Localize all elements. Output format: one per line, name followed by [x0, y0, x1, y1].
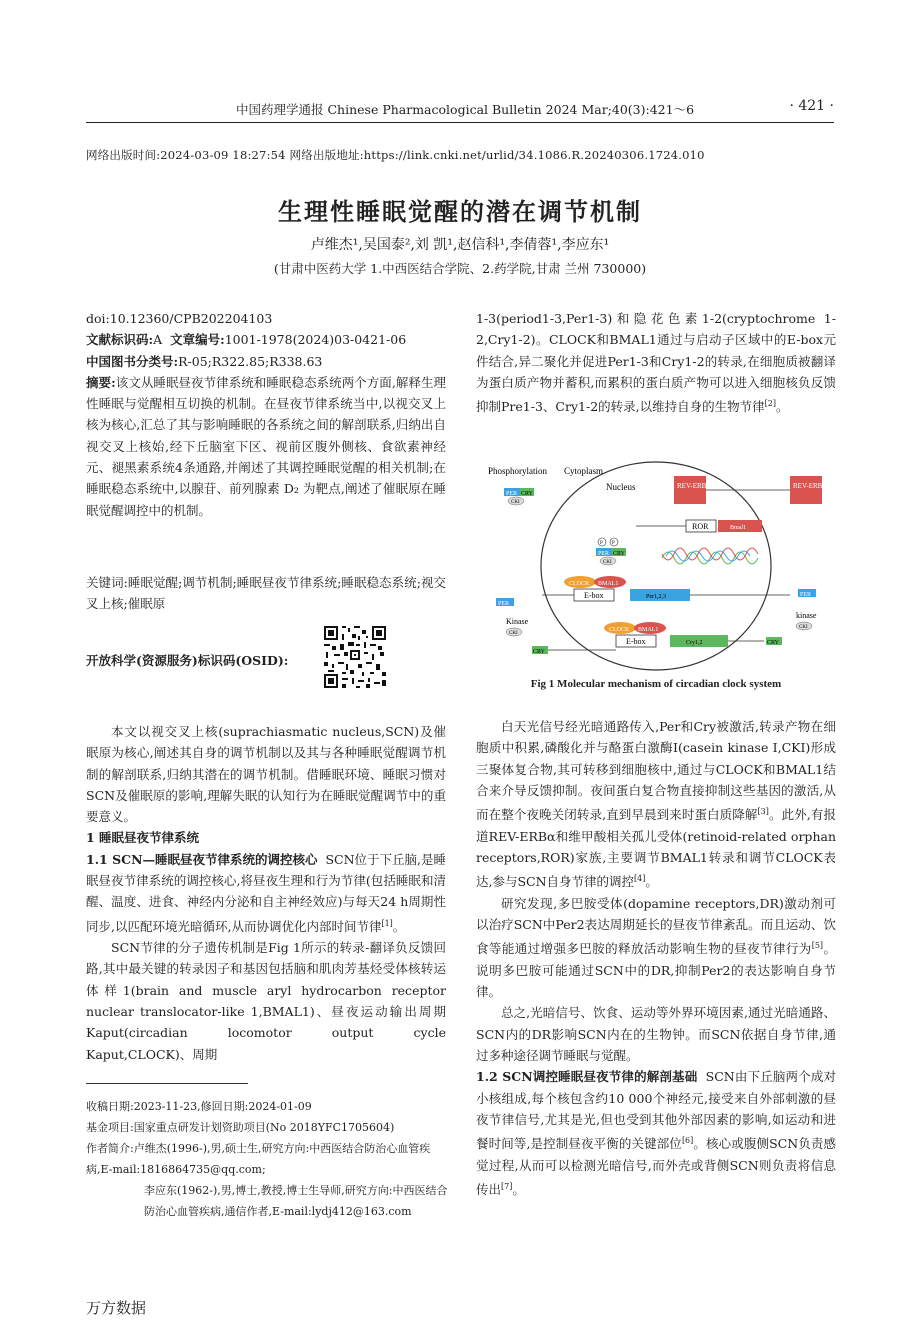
author-bio-1: 作者简介:卢维杰(1996-),男,硕士生,研究方向:中西医结合防治心血管疾病,E-mail:1816864735@qq.com;	[86, 1142, 431, 1176]
doi: doi:10.12360/CPB202204103	[86, 311, 273, 326]
svg-text:CKI: CKI	[603, 560, 612, 565]
svg-text:Per1,2,3: Per1,2,3	[646, 594, 666, 600]
header-rule	[86, 122, 834, 123]
osid-label: 开放科学(资源服务)标识码(OSID):	[86, 653, 289, 668]
affiliation: (甘肃中医药大学 1.中西医结合学院、2.药学院,甘肃 兰州 730000)	[273, 261, 647, 276]
journal-citation: 中国药理学通报 Chinese Pharmacological Bulletin 2024 Mar;40(3):421～6	[236, 102, 695, 117]
svg-text:E-box: E-box	[626, 637, 646, 646]
right-body-top	[476, 308, 836, 418]
received-date: 收稿日期:2023-11-23,修回日期:2024-01-09	[86, 1100, 312, 1113]
svg-text:REV-ERBα: REV-ERBα	[677, 482, 710, 490]
online-publication-info: 网络出版时间:2024-03-09 18:27:54 网络出版地址:https://link.cnki.net/urlid/34.1086.R.20240306.1724.010	[86, 148, 705, 162]
paragraph-summary: 总之,光暗信号、饮食、运动等外界环境因素,通过光暗通路、SCN内的DR影响SCN内在的生物钟。而SCN依据自身节律,通过多种途径调节睡眠与觉醒。	[476, 1005, 836, 1063]
svg-text:CKI: CKI	[799, 625, 808, 630]
svg-text:PER: PER	[598, 551, 610, 557]
abstract: 摘要:该文从睡眠昼夜节律系统和睡眠稳态系统两个方面,解释生理性睡眠与觉醒相互切换的机制。在昼夜节律系统当中,以视交叉上核为核心,汇总了其与影响睡眠的各系统之间的解剖联系,归纳出自视交叉上核始,经下丘脑室下区、视前区腹外侧核、食欲素神经元、褪黑素系统4条通路,并阐述了其调控睡眠觉醒的相关机制;在睡眠稳态系统中,以腺苷、前列腺素 D₂ 为靶点,阐述了催眠原在睡眠觉醒调控中的机制。	[86, 374, 446, 518]
watermark: 万方数据	[86, 1299, 147, 1317]
circadian-clock-figure	[486, 458, 830, 672]
footnote-rule	[86, 1083, 248, 1084]
rev-erb-cytoplasm	[790, 476, 822, 504]
svg-text:CRY: CRY	[767, 640, 780, 646]
doc-code-line: 文献标识码:A 文章编号:1001-1978(2024)03-0421-06	[86, 332, 407, 348]
article-metadata	[86, 308, 446, 521]
svg-text:CKI: CKI	[509, 631, 518, 636]
keywords: 关键词:睡眠觉醒;调节机制;睡眠昼夜节律系统;睡眠稳态系统;视交叉上核;催眠原	[86, 575, 446, 612]
page-number: · 421 ·	[789, 98, 834, 114]
left-body	[86, 721, 446, 1065]
svg-text:PER: PER	[506, 491, 518, 497]
clc-line: 中国图书分类号:R-05;R322.85;R338.63	[86, 353, 323, 369]
svg-text:CRY: CRY	[613, 551, 626, 557]
svg-text:Bmal1: Bmal1	[730, 525, 746, 531]
subsection-1-2: 1.2 SCN调控睡眠昼夜节律的解剖基础 SCN由下丘脑两个成对小核组成,每个核包含约10 000个神经元,接受来自外部刺激的昼夜节律信号,尤其是光,但也受到其他外部因素的影响,如运动和进餐时间等,是控制昼夜平衡的关键部位[6]。核心或腹侧SCN负责感觉过程,从而可以检测光暗信号,而外壳或背侧SCN则负责将信息传出[7]。	[476, 1069, 836, 1198]
subsection-1-1: 1.1 SCN—睡眠昼夜节律系统的调控核心 SCN位于下丘脑,是睡眠昼夜节律系统的调控核心,将昼夜生理和行为节律(包括睡眠和清醒、温度、进食、神经内分泌和自主神经效应)与每天24 h周期性同步,以匹配环境光暗循环,从而协调优化内部时间节律[1]。	[86, 851, 447, 934]
right-body	[476, 716, 836, 1200]
svg-text:P: P	[612, 541, 615, 546]
svg-text:CLOCK: CLOCK	[609, 627, 630, 633]
svg-text:E-box: E-box	[584, 591, 604, 600]
footnotes	[86, 1096, 448, 1222]
author-bio-2: 李应东(1962-),男,博士,教授,博士生导师,研究方向:中西医结合防治心血管疾病,通信作者,E-mail:lydj412@163.com	[144, 1184, 448, 1218]
section-1-heading: 1 睡眠昼夜节律系统	[86, 830, 200, 846]
svg-text:PER: PER	[498, 601, 510, 607]
fund-info: 基金项目:国家重点研发计划资助项目(No 2018YFC1705604)	[86, 1121, 395, 1134]
svg-text:CLOCK: CLOCK	[569, 581, 590, 587]
svg-text:BMAL1: BMAL1	[598, 581, 619, 587]
svg-text:ROR: ROR	[692, 522, 709, 531]
svg-text:BMAL1: BMAL1	[638, 627, 659, 633]
svg-text:CRY: CRY	[521, 491, 534, 497]
author-list: 卢维杰¹,吴国泰²,刘 凯¹,赵信科¹,李倩蓉¹,李应东¹	[310, 237, 610, 253]
paragraph-dopamine: 研究发现,多巴胺受体(dopamine receptors,DR)激动剂可以治疗SCN中Per2表达周期延长的昼夜节律紊乱。而且运动、饮食等能通过增强多巴胺的释放活动影响生物的昼夜节律行为[5]。说明多巴胺可能通过SCN中的DR,抑制Per2的表达影响自身节律。	[476, 895, 836, 1000]
running-header	[86, 98, 834, 122]
svg-text:PER: PER	[800, 592, 812, 598]
paragraph-light-signal: 白天光信号经光暗通路传入,Per和Cry被激活,转录产物在细胞质中积累,磷酸化并与酪蛋白激酶I(casein kinase I,CKI)形成三聚体复合物,其可转移到细胞核中,通过与CLOCK和BMAL1结合来介导反馈抑制。夜间蛋白复合物直接抑制这些基因的激活,从而在整个夜晚关闭转录,直到早晨到来时蛋白质降解[3]。此外,有报道REV-ERBα和维甲酸相关孤儿受体(retinoid-related orphan receptors,ROR)家族,主要调节BMAL1转录和调节CLOCK表达,参与SCN自身节律的调控[4]。	[476, 719, 836, 890]
paragraph-continued: 1-3(period1-3,Per1-3)和隐花色素1-2(cryptochrome 1-2,Cry1-2)。CLOCK和BMAL1通过与启动子区域中的E-box元件结合,异二聚化并促进Per1-3和Cry1-2的转录,在细胞质被翻译为蛋白质产物并蓄积,而累积的蛋白质产物可以进入细胞核负反馈抑制Pre1-3、Cry1-2的转录,以维持自身的生物节律[2]。	[476, 311, 836, 415]
qr-code-image	[322, 624, 388, 690]
paragraph-scn-molecular: SCN节律的分子遗传机制是Fig 1所示的转录-翻译负反馈回路,其中最关键的转录因子和基因包括脑和肌肉芳基烃受体核转运体样1(brain and muscle aryl hydrocarbon receptor nuclear translocator-like 1,BMAL1)、昼夜运动输出周期Kaput(circadian locomotor output cycle Kaput,CLOCK)、周期	[86, 940, 446, 1062]
nucleus-label: Nucleus	[606, 482, 636, 492]
svg-text:CRY: CRY	[533, 649, 546, 655]
cytoplasm-label: Cytoplasm	[564, 466, 604, 476]
rev-erb-nuclear	[674, 476, 706, 504]
kinase-label-right: kinase	[796, 611, 817, 620]
intro-paragraph: 本文以视交叉上核(suprachiasmatic nucleus,SCN)及催眠原为核心,阐述其自身的调节机制以及其与各种睡眠觉醒调节机制的解剖联系,归纳其潜在的调节机制。借睡眠环境、睡眠习惯对SCN及催眠原的影响,理解失眠的认知行为在睡眠觉醒调节中的重要意义。	[86, 724, 446, 825]
svg-text:Cry1,2: Cry1,2	[686, 640, 703, 646]
figure-caption: Fig 1 Molecular mechanism of circadian clock system	[530, 678, 782, 690]
phosphorylation-label: Phosphorylation	[488, 466, 548, 476]
article-title: 生理性睡眠觉醒的潜在调节机制	[278, 197, 642, 226]
svg-text:CKI: CKI	[511, 500, 520, 505]
svg-text:P: P	[600, 541, 603, 546]
kinase-label-left: Kinase	[506, 617, 529, 626]
svg-text:REV-ERBα: REV-ERBα	[793, 482, 826, 490]
